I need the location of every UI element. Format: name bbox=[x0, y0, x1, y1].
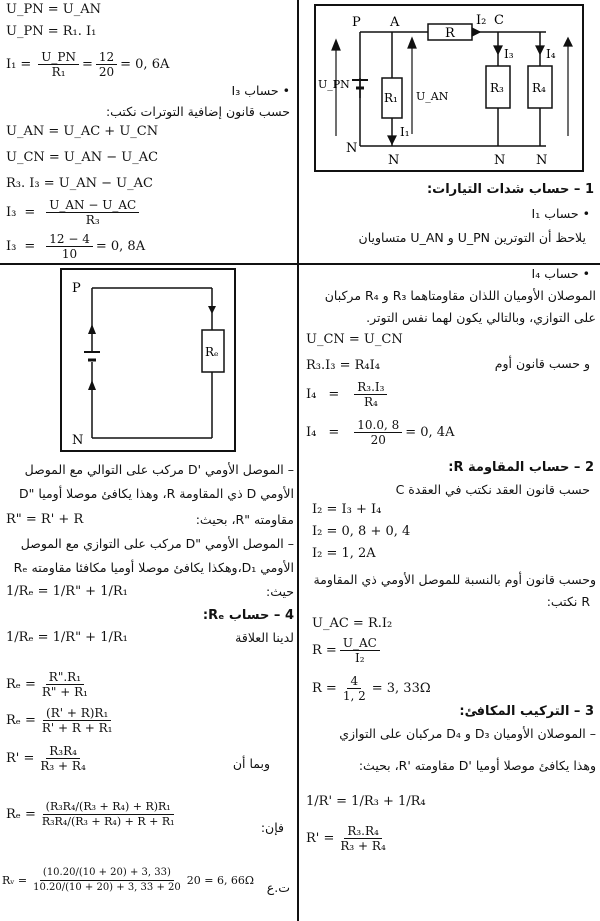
voltage-law-text: حسب قانون إضافية التوترات نكتب: bbox=[105, 104, 290, 119]
label-p: P bbox=[72, 281, 81, 296]
eq-i3-formula: I₃ = $\frac{U\_AN - U\_AC}{\text{R₃}}$ bbox=[6, 198, 142, 227]
label-c: C bbox=[494, 13, 504, 28]
lhs: R = bbox=[312, 643, 337, 658]
eq-i2-value: I₂ = 1, 2A bbox=[312, 546, 376, 561]
frac bbox=[46, 198, 139, 227]
relation-label: لدينا العلاقة bbox=[235, 630, 294, 645]
lhs: I₄ bbox=[306, 387, 317, 402]
num: 12 − 4 bbox=[46, 232, 93, 247]
label-r1: R₁ bbox=[384, 91, 398, 105]
frac bbox=[46, 232, 93, 261]
den: R₁ bbox=[51, 65, 66, 79]
parallel-text-3: – الموصل الأومي "D مركب على التوازي مع الموصل bbox=[20, 536, 294, 551]
circuit-diagram-2 bbox=[60, 268, 236, 452]
frac bbox=[39, 670, 91, 699]
num: 10.0, 8 bbox=[354, 418, 402, 433]
label-r3: R₃ bbox=[490, 81, 504, 95]
series-text-3: مقاومته "R، بحيث: bbox=[195, 512, 294, 527]
lhs: Rₑ = bbox=[6, 677, 36, 692]
eq-1-over-re: 1/Rₑ = 1/R" + 1/R₁ bbox=[6, 584, 128, 599]
frac bbox=[337, 824, 388, 853]
series-text-1: – الموصل الأومي 'D مركب على التوالي مع الموصل bbox=[24, 462, 294, 477]
rhs: 20 = 6, 66Ω bbox=[186, 874, 255, 887]
eq-i1-frac2 bbox=[96, 50, 117, 79]
lhs: I₄ bbox=[306, 425, 317, 440]
where-label: حيث: bbox=[266, 584, 294, 599]
rhs: = 3, 33Ω bbox=[371, 681, 431, 696]
ohm-law-r-text-2: R نكتب: bbox=[546, 594, 590, 609]
den: 10.20/(10 + 20) + 3, 33 + 20 bbox=[33, 882, 181, 893]
eq-re-2 bbox=[6, 706, 118, 735]
label-r: R bbox=[445, 26, 455, 41]
circuit-diagram-1 bbox=[314, 4, 584, 172]
equivalent-text-2: وهذا يكافئ موصلا أوميا 'D مقاومته 'R، بحيث: bbox=[358, 758, 596, 773]
heading-equivalent: 3 – التركيب المكافئ: bbox=[459, 704, 594, 719]
num: 4 bbox=[347, 674, 361, 689]
num: (10.20/(10 + 20) + 3, 33) bbox=[40, 866, 174, 881]
num: R₃.I₃ bbox=[354, 380, 387, 395]
eq-i4-formula: I₄ = $\frac{\text{R₃.I₃}}{\text{R₄}}$ bbox=[306, 380, 390, 409]
calc-i4-label: • حساب I₄ bbox=[531, 266, 590, 281]
eq-rsecond: R" = R' + R bbox=[6, 512, 84, 527]
frac bbox=[30, 866, 184, 895]
eq-upn-uan: U_PN = U_AN bbox=[6, 2, 101, 17]
lhs: Rₑ = bbox=[6, 807, 36, 822]
eq-i1-frac1 bbox=[38, 50, 79, 79]
lhs: R' = bbox=[306, 831, 335, 846]
lhs: Rᵥ = bbox=[2, 874, 28, 887]
eq-1-over-re-2: 1/Rₑ = 1/R" + 1/R₁ bbox=[6, 630, 128, 645]
numeric-application-label: ت.ع bbox=[266, 880, 290, 895]
heading-resistance: 2 – حساب المقاومة R: bbox=[448, 460, 594, 475]
label-a: A bbox=[390, 15, 400, 30]
label-i4: I₄ bbox=[546, 47, 556, 61]
den: R₃ + R₄ bbox=[340, 839, 386, 853]
den: 20 bbox=[98, 65, 115, 79]
then-label: فإن: bbox=[260, 820, 284, 835]
eq-rprime-2 bbox=[6, 744, 92, 773]
label-uan: U_AN bbox=[416, 90, 449, 103]
calc-i3-label: • حساب I₃ bbox=[231, 83, 290, 98]
den: 10 bbox=[61, 247, 78, 261]
column-divider bbox=[297, 0, 299, 921]
heading-currents: 1 – حساب شدات التيارات: bbox=[426, 182, 594, 197]
eq-i2-num: I₂ = 0, 8 + 0, 4 bbox=[312, 524, 411, 539]
lhs: I₃ bbox=[6, 205, 17, 220]
eq-ucn-ucn: U_CN = U_CN bbox=[306, 332, 403, 347]
equivalent-text-1: – الموصلان الأوميان D₃ و D₄ مركبان على التوازي bbox=[339, 726, 596, 741]
eq-ucn: U_CN = U_AN − U_AC bbox=[6, 150, 159, 165]
label-r4: R₄ bbox=[532, 81, 546, 95]
num: U_AN − U_AC bbox=[46, 198, 139, 213]
num: R₃R₄ bbox=[46, 744, 80, 759]
num: R".R₁ bbox=[46, 670, 84, 685]
eq-re-value bbox=[2, 866, 254, 895]
eq-r-formula bbox=[312, 636, 383, 665]
label-n3: N bbox=[494, 153, 506, 168]
parallel-text-2: على التوازي، وبالتالي يكون لهما نفس التوتر. bbox=[366, 310, 596, 325]
voltages-equal-note: يلاحظ أن التوترين U_PN و U_AN متساويان bbox=[358, 230, 586, 245]
label-n2: N bbox=[388, 153, 400, 168]
eq-r3i3-r4i4: R₃.I₃ = R₄I₄ bbox=[306, 358, 380, 373]
den: 20 bbox=[370, 433, 386, 447]
since-label: وبما أن bbox=[232, 756, 270, 771]
eq-i1-lhs: I₁ bbox=[6, 57, 17, 72]
den: I₂ bbox=[355, 651, 365, 665]
frac bbox=[340, 636, 380, 665]
heading-re: 4 – حساب Rₑ: bbox=[202, 608, 294, 623]
den: R₃R₄/(R₃ + R₄) + R + R₁ bbox=[41, 815, 175, 828]
label-n4: N bbox=[536, 153, 548, 168]
ohm-law-r-text: وحسب قانون أوم بالنسبة للموصل الأومي ذي المقاومة bbox=[313, 572, 596, 587]
num: U_AC bbox=[340, 636, 380, 651]
label-re: Rₑ bbox=[205, 345, 219, 359]
eq-1-over-rprime: 1/R' = 1/R₃ + 1/R₄ bbox=[306, 794, 426, 809]
lhs: R' = bbox=[6, 751, 35, 766]
den: R₄ bbox=[363, 395, 378, 409]
lhs: I₃ bbox=[6, 239, 17, 254]
eq-r-value bbox=[312, 674, 431, 703]
eq-r3i3: R₃. I₃ = U_AN − U_AC bbox=[6, 176, 153, 191]
num: (R' + R)R₁ bbox=[43, 706, 111, 721]
label-p: P bbox=[352, 15, 361, 30]
lhs: R = bbox=[312, 681, 337, 696]
eq-i1: I₁ = $\frac{U\_PN}{\text{R₁}}$ = $\frac{12}{20}$ = 0, 6A bbox=[6, 50, 170, 79]
frac bbox=[340, 674, 369, 703]
label-upn: U_PN bbox=[318, 78, 350, 91]
row-divider bbox=[0, 263, 600, 265]
frac bbox=[354, 418, 402, 447]
label-n1: N bbox=[346, 141, 358, 156]
calc-i1-label: • حساب I₁ bbox=[531, 206, 590, 221]
eq-uan-sum: U_AN = U_AC + U_CN bbox=[6, 124, 159, 139]
label-n: N bbox=[72, 433, 84, 448]
eq-i4-value: I₄ = $\frac{10.0, 8}{20}$ = 0, 4A bbox=[306, 418, 455, 447]
eq-i1-rhs: = 0, 6A bbox=[120, 57, 170, 72]
num: (R₃R₄/(R₃ + R₄) + R)R₁ bbox=[43, 800, 174, 815]
den: R" + R₁ bbox=[41, 685, 88, 699]
frac bbox=[354, 380, 387, 409]
label-i2: I₂ bbox=[476, 13, 487, 28]
label-i3: I₃ bbox=[504, 47, 514, 61]
frac bbox=[39, 800, 178, 829]
frac bbox=[37, 744, 88, 773]
label-i1: I₁ bbox=[400, 125, 410, 139]
eq-rprime bbox=[306, 824, 392, 853]
rhs: = 0, 8A bbox=[95, 239, 146, 254]
rhs: = 0, 4A bbox=[405, 425, 455, 440]
lhs: Rₑ = bbox=[6, 713, 36, 728]
frac bbox=[39, 706, 116, 735]
node-law-text: حسب قانون العقد نكتب في العقدة C bbox=[395, 482, 590, 497]
parallel-text-1: الموصلان الأوميان اللذان مقاومتاهما R₃ و R₄ مركبان bbox=[324, 288, 596, 303]
den: R₃ bbox=[85, 213, 100, 227]
den: R' + R + R₁ bbox=[41, 721, 113, 735]
num: U_PN bbox=[38, 50, 79, 65]
eq-upn-r1i1: U_PN = R₁. I₁ bbox=[6, 24, 97, 39]
eq-i3-value: I₃ = $\frac{12 - 4}{10}$ = 0, 8A bbox=[6, 232, 146, 261]
den: 1, 2 bbox=[342, 689, 366, 703]
eq-re-3 bbox=[6, 800, 181, 829]
den: R₃ + R₄ bbox=[40, 759, 86, 773]
num: 12 bbox=[96, 50, 117, 65]
parallel-text-4: الأومي D₁،وهكذا يكافئ موصلا أوميا مكافئا مقاومته Rₑ bbox=[13, 560, 294, 575]
eq-uac: U_AC = R.I₂ bbox=[312, 616, 393, 631]
eq-re-1 bbox=[6, 670, 94, 699]
eq-i2-sum: I₂ = I₃ + I₄ bbox=[312, 502, 382, 517]
ohm-law-label: و حسب قانون أوم bbox=[494, 356, 590, 371]
series-text-2: الأومي D ذي المقاومة R، وهذا يكافئ موصلا أوميا "D bbox=[19, 486, 294, 501]
num: R₃.R₄ bbox=[344, 824, 382, 839]
